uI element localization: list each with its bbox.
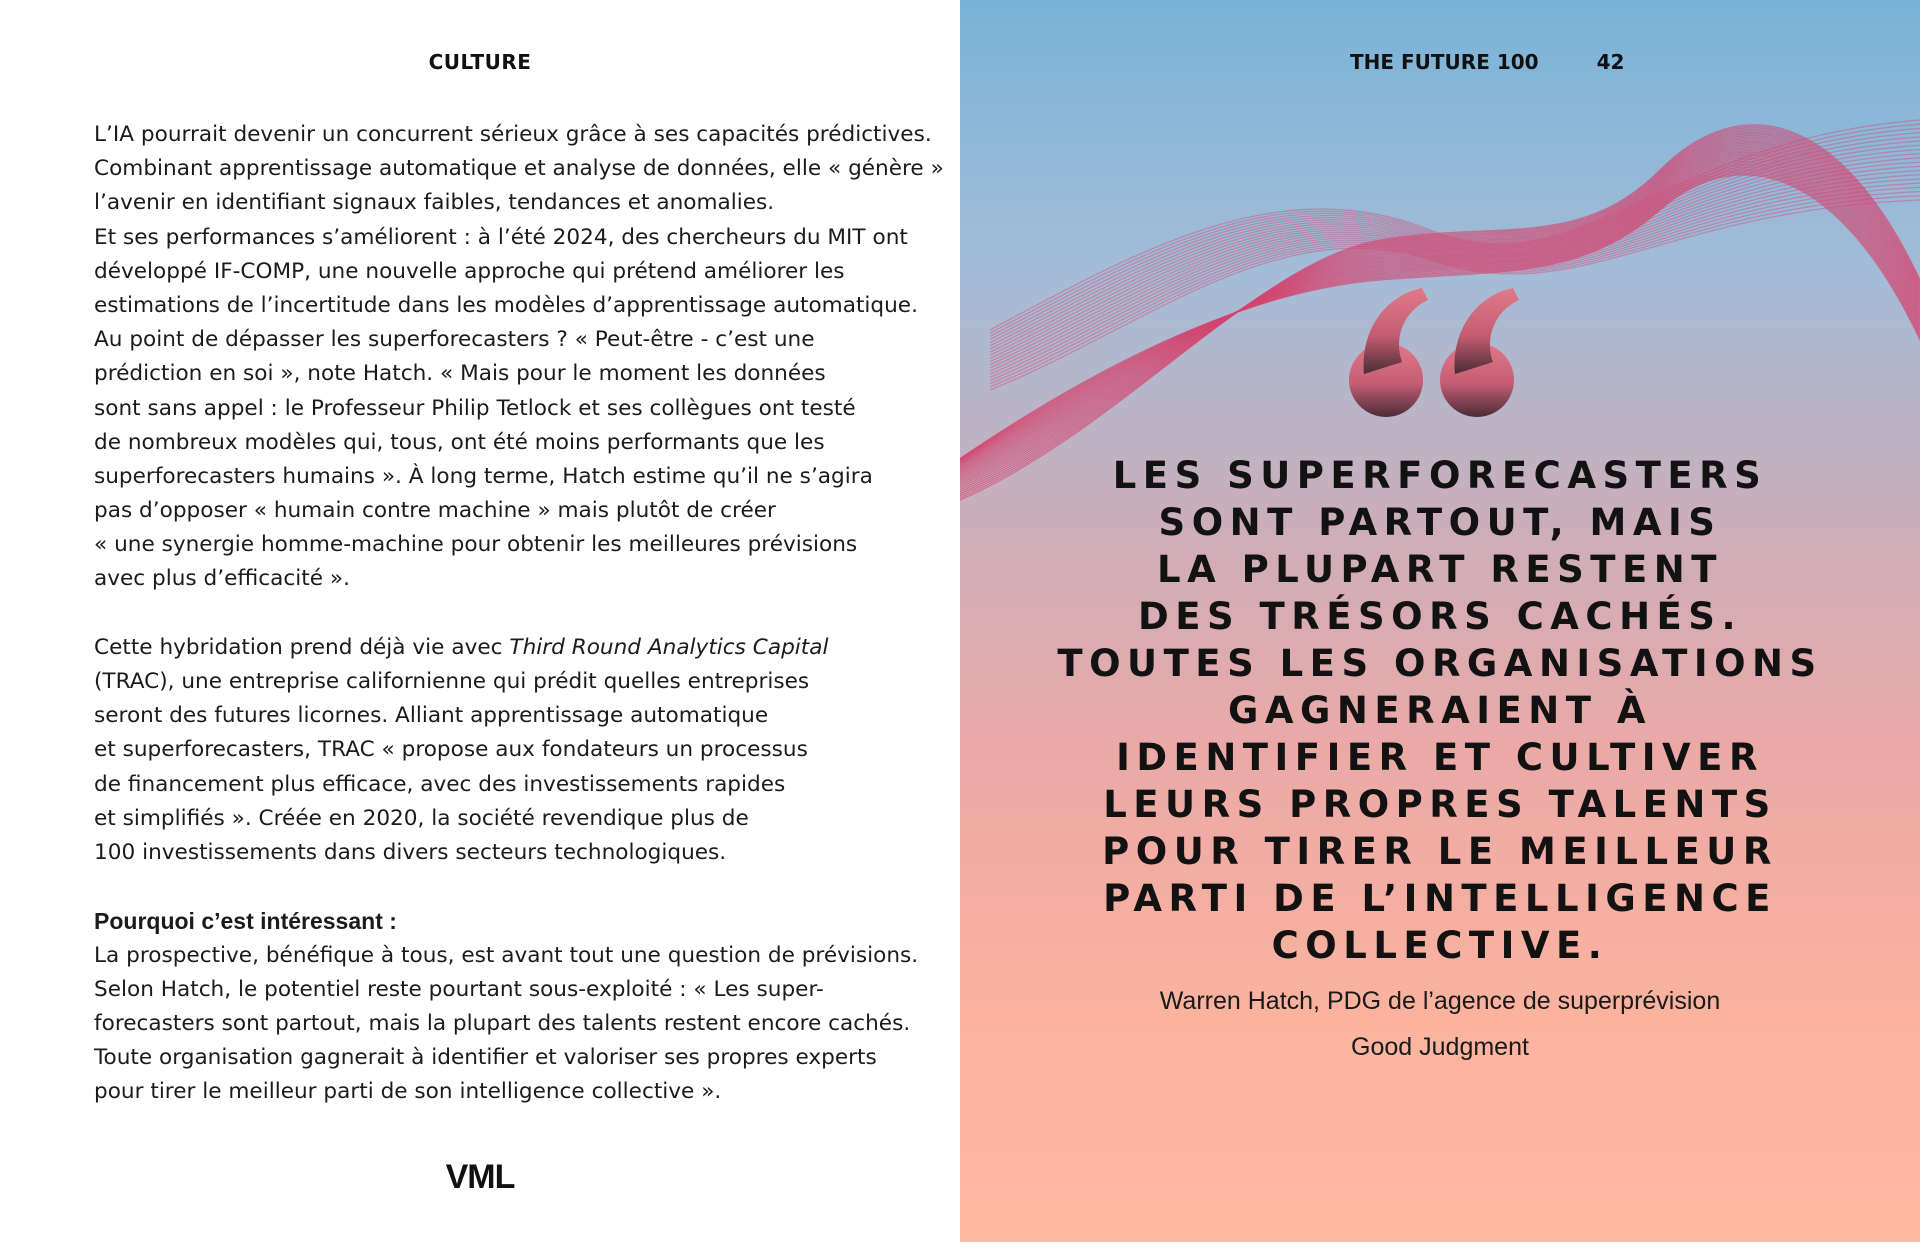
text-line: estimations de l’incertitude dans les modèles d’apprentissage automatique.: [94, 292, 918, 318]
text-line: Toute organisation gagnerait à identifier et valoriser ses propres experts: [94, 1045, 877, 1071]
text-line: et superforecasters, TRAC « propose aux fondateurs un processus: [94, 737, 808, 763]
text-line: sont sans appel : le Professeur Philip Tetlock et ses collègues ont testé: [94, 395, 856, 421]
quote-line: COLLECTIVE.: [1271, 924, 1609, 967]
quote-line: DES TRÉSORS CACHÉS.: [1137, 595, 1743, 638]
paragraph-1: [94, 118, 944, 597]
paragraph-2: [94, 631, 894, 870]
section-label: CULTURE: [428, 50, 532, 74]
page-number: 42: [1596, 50, 1625, 74]
text-line: développé IF-COMP, une nouvelle approche qui prétend améliorer les: [94, 258, 845, 284]
quote-line: LA PLUPART RESTENT: [1157, 548, 1723, 591]
text-line: Selon Hatch, le potentiel reste pourtant sous-exploité : « Les super-: [94, 976, 824, 1002]
quote-line: TOUTES LES ORGANISATIONS: [1057, 642, 1823, 685]
text-line: (TRAC), une entreprise californienne qui prédit quelles entreprises: [94, 669, 810, 694]
text-line: avec plus d’efficacité ».: [94, 566, 350, 592]
quote-line: IDENTIFIER ET CULTIVER: [1116, 736, 1764, 779]
text-fragment: Cette hybridation prend déjà vie avec: [94, 634, 510, 660]
text-line: La prospective, bénéfique à tous, est avant tout une question de prévisions.: [94, 942, 919, 968]
text-line: forecasters sont partout, mais la plupart des talents restent encore cachés.: [94, 1010, 911, 1036]
text-line: L’IA pourrait devenir un concurrent sérieux grâce à ses capacités prédictives.: [94, 122, 932, 147]
quote-line: PARTI DE L’INTELLIGENCE: [1103, 877, 1777, 920]
text-line: pour tirer le meilleur parti de son intelligence collective ».: [94, 1079, 722, 1105]
quote-line: POUR TIRER LE MEILLEUR: [1102, 830, 1778, 873]
right-page: [960, 0, 1920, 1242]
text-line: seront des futures licornes. Alliant apprentissage automatique: [94, 703, 769, 729]
quotation-marks-icon: [1344, 282, 1544, 422]
company-name: Third Round Analytics Capital: [509, 634, 829, 660]
paragraph-3: [94, 904, 919, 1109]
running-header: [1350, 50, 1624, 74]
text-line: Au point de dépasser les superforecasters ? « Peut-être - c’est une: [94, 327, 815, 353]
article-body: [94, 118, 944, 1109]
quote-line: LEURS PROPRES TALENTS: [1103, 783, 1777, 826]
text-line: de nombreux modèles qui, tous, ont été moins performants que les: [94, 429, 825, 455]
attribution-line: Warren Hatch, PDG de l’agence de superprévision: [1159, 987, 1721, 1015]
text-line: de financement plus efficace, avec des investissements rapides: [94, 771, 786, 797]
text-line: superforecasters humains ». À long terme, Hatch estime qu’il ne s’agira: [94, 463, 873, 489]
text-line: [94, 631, 894, 665]
publication-title: THE FUTURE 100: [1350, 50, 1539, 74]
quote-line: LES SUPERFORECASTERS: [1112, 454, 1768, 497]
text-line: l’avenir en identifiant signaux faibles, tendances et anomalies.: [94, 190, 775, 216]
pull-quote: [1000, 452, 1880, 969]
attribution-line: Good Judgment: [1351, 1033, 1529, 1061]
quote-attribution: [960, 978, 1920, 1070]
text-line: Combinant apprentissage automatique et analyse de données, elle « génère »: [94, 156, 944, 182]
text-line: « une synergie homme-machine pour obtenir les meilleures prévisions: [94, 532, 858, 558]
subheading: Pourquoi c’est intéressant :: [94, 908, 397, 935]
text-line: Et ses performances s’améliorent : à l’été 2024, des chercheurs du MIT ont: [94, 224, 908, 250]
quote-line: GAGNERAIENT À: [1227, 689, 1652, 732]
quote-line: SONT PARTOUT, MAIS: [1158, 501, 1722, 544]
text-line: 100 investissements dans divers secteurs technologiques.: [94, 839, 727, 865]
text-line: prédiction en soi », note Hatch. « Mais pour le moment les données: [94, 361, 826, 387]
text-line: et simplifiés ». Créée en 2020, la société revendique plus de: [94, 805, 749, 831]
text-line: pas d’opposer « humain contre machine » mais plutôt de créer: [94, 498, 776, 524]
vml-logo: VML: [445, 1158, 515, 1196]
